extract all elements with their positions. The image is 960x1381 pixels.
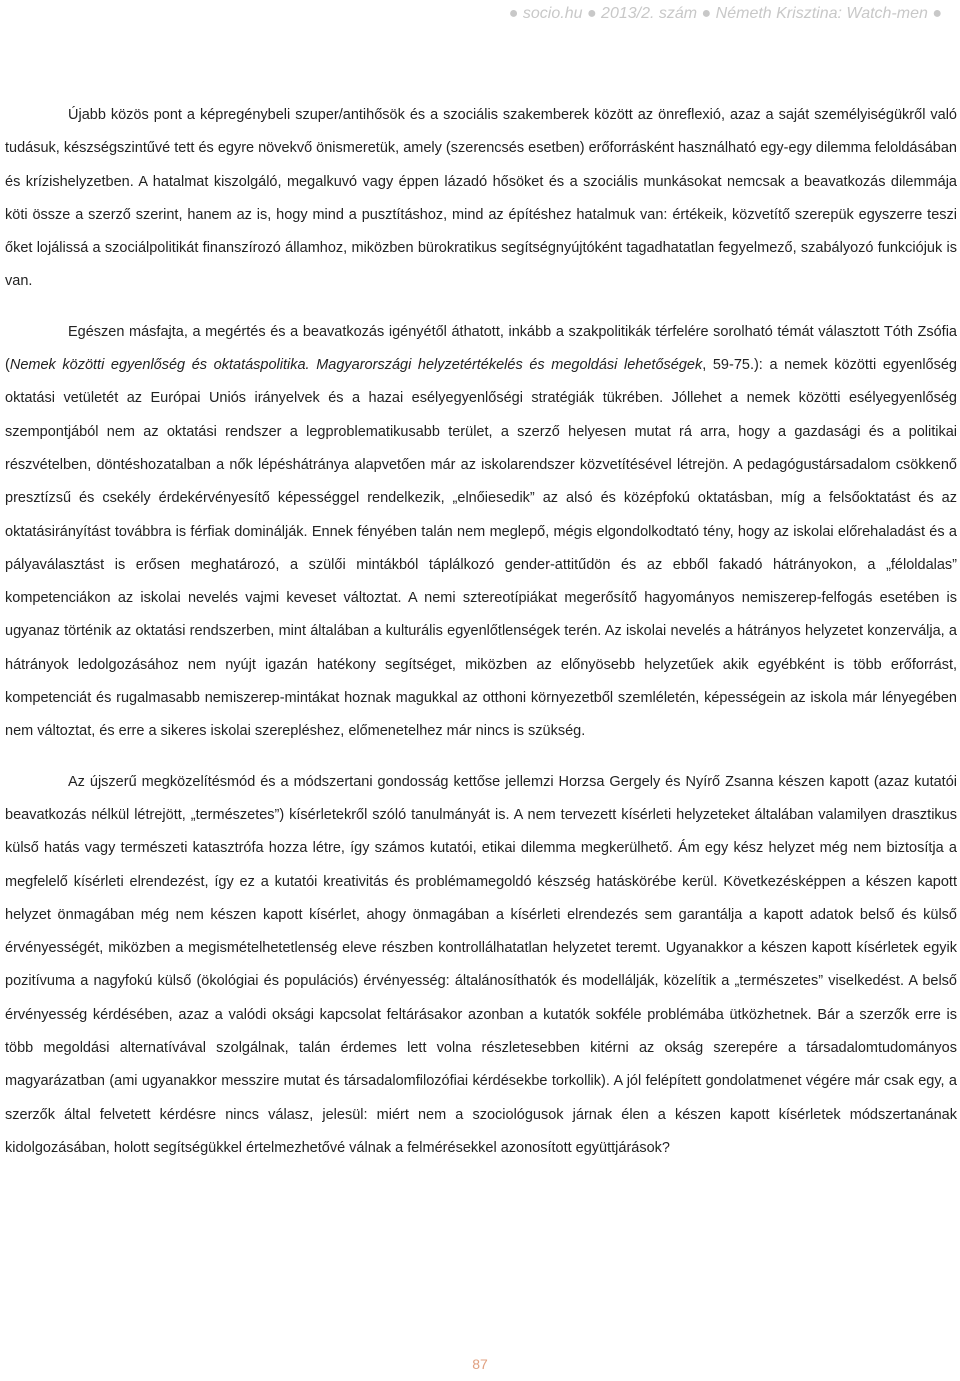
paragraph-3 [5,766,957,1166]
running-header: ● socio.hu ● 2013/2. szám ● Németh Krisztina: Watch-men ● [508,5,942,22]
paragraph-text: Egészen másfajta, a megértés és a beavatkozás igényétől áthatott, inkább a szakpolitikák térfelére sorolható témát választott Tóth Zsófia ( [5,323,957,374]
paragraph-text: , 59-75.): a nemek közötti egyenlőség oktatási vetületét az Európai Uniós irányelvek és a hazai esélyegyenlőségi stratégiák tükrében. Jóllehet a nemek közötti esélyegyenlőség szempontjából nem az oktatási rendszer a legproblematikusabb terület, a szerző helyesen mutat rá arra, hogy a gazdasági és a politikai részvételben, döntéshozatalban a nők lépéshátránya alapvetően már az iskolarendszer közvetítésével létrejön. A pedagógustársadalom csökkenő presztízsű és csekély érdekérvényesítő képességgel rendelkezik, „elnőiesedik” az alsó és középfokú oktatásban, míg a felsőoktatást és az oktatásirányítást továbbra is férfiak dominálják. Ennek fényében talán nem meglepő, mégis elgondolkodtató tény, hogy az iskolai előrehaladást és a pályaválasztást is erősen meghatározó, a szülői mintákból táplálkozó gender-attitűdön és az ebből fakadó hátrányokon, a „féloldalas” kompetenciákon az iskolai nevelés vajmi keveset változtat. A nemi sztereotípiákat megerősítő hagyományos nemiszerep-felfogás esetében is ugyanaz történik az oktatási rendszerben, mint általában a kulturális egyenlőtlenségek terén. Az iskolai nevelés a hátrányos helyzetet konzerválja, a hátrányok ledolgozásához nem nyújt igazán hatékony segítséget, miközben az előnyösebb helyzetűek akik egyébként is több erőforrást, kompetenciát és rugalmasabb nemiszerep-mintákat hoznak magukkal az otthoni környezetből szemléletén, képességein az iskola már lényegében nem változtat, és erre a sikeres iskolai szerepléshez, előmenetelhez már nincs is szükség. [5,357,958,740]
paragraph-2 [5,316,957,749]
cited-title: Nemek közötti egyenlőség és oktatáspolitika. Magyarországi helyzetértékelés és megoldási lehetőségek [9,357,703,374]
paragraph-text: Újabb közös pont a képregénybeli szuper/antihősök és a szociális szakemberek között az önreflexió, azaz a saját személyiségükről való tudásuk, készségszintűvé tett és egyre növekvő önismeretük, amely (szerencsés esetben) erőforrásként használható egy-egy dilemma feloldásában és krízishelyzetben. A hatalmat kiszolgáló, megalkuvó vagy éppen lázadó hősöket és a szociális munkásokat nemcsak a beavatkozás dilemmája köti össze a szerző szerint, hanem az is, hogy mind a pusztításhoz, mind az építéshez hatalmuk van: értékeik, közvetítő szerepük egyszerre teszi őket lojálissá a szociálpolitikát finanszírozó államhoz, miközben bürokratikus segítségnyújtóként tagadhatatlan fegyelmező, szabályozó funkciójuk is van. [5,107,957,290]
page-number: 87 [472,1356,488,1372]
body-text [5,99,957,1182]
paragraph-text: Az újszerű megközelítésmód és a módszertani gondosság kettőse jellemzi Horzsa Gergely és Nyírő Zsanna készen kapott (azaz kutatói beavatkozás nélkül létrejött, „természetes”) kísérletekről szóló tanulmányát is. A nem tervezett kísérleti helyzeteket általában valamilyen drasztikus külső hatás vagy természeti katasztrófa hozza létre, így számos kutatói, etikai dilemma megkerülhető. Ám egy kész helyzet még nem biztosítja a megfelelő kísérleti elrendezést, így ez a kutatói kreativitás és problémamegoldó készség hatáskörébe kerül. Következésképpen a készen kapott helyzet önmagában még nem készen kapott kísérlet, ahogy önmagában a kísérleti elrendezés sem garantálja a kapott adatok belső és külső érvényességét, miközben a megismételhetetlenség eleve részben kontrollálhatatlan helyzetet teremt. Ugyanakkor a készen kapott kísérletek egyik pozitívuma a nagyfokú külső (ökológiai és populációs) érvényesség: általánosíthatók és modellálják, közelítik a „természetes” viselkedést. A belső érvényesség kérdésében, azaz a valódi oksági kapcsolat feltárásakor azonban a kutatók sokféle problémába ütközhetnek. Bár a szerzők erre is több megoldási alternatívával szolgálnak, talán érdemes lett volna részletesebben kitérni az okság szerepére a társadalomtudományos magyarázatban (ami ugyanakkor messzire mutat és társadalomfilozófiai kérdésekbe torkollik). A jól felépített gondolatmenet végére már csak egy, a szerzők által felvetett kérdésre nincs válasz, jelesül: miért nem a szociológusok járnak élen a készen kapott kísérletek módszertanának kidolgozásában, holott segítségükkel értelmezhetővé válnak a felmérésekkel azonosított együttjárások? [5,773,957,1156]
paragraph-1 [5,99,957,299]
